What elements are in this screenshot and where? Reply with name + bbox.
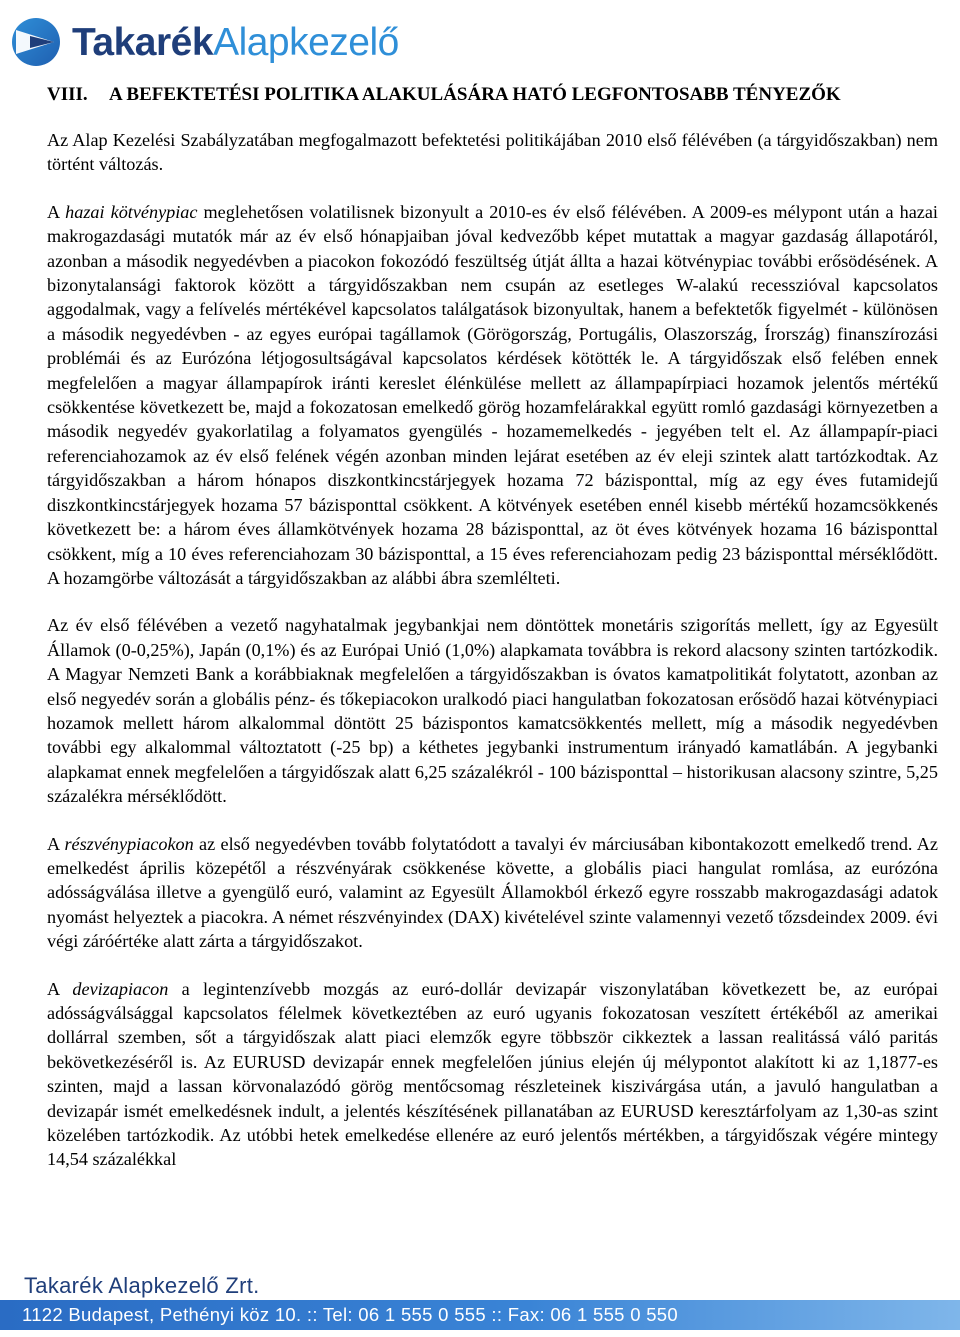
logo-wordmark xyxy=(72,20,399,64)
paragraph-1: Az Alap Kezelési Szabályzatában megfogalmazott befektetési politikájában 2010 első félévében (a tárgyidőszakban) nem történt változás. xyxy=(47,130,938,175)
footer-contact-bar xyxy=(0,1300,960,1330)
term-devizapiacon: devizapiacon xyxy=(72,978,169,999)
paragraph-2-pre: A xyxy=(47,201,66,222)
footer-company-name: Takarék Alapkezelő Zrt. xyxy=(24,1273,260,1298)
footer-contact-text: 1122 Budapest, Pethényi köz 10. :: Tel: 06 1 555 0 555 :: Fax: 06 1 555 0 550 xyxy=(22,1304,678,1325)
paragraph-2-body: meglehetősen volatilisnek bizonyult a 2010-es év első félévében. A 2009-es mélypont után a hazai makrogazdasági mutatók már az év első hónapjaiban jóval kedvezőbb képet mutattak a magyar gazdaság állapotáról, azonban a második negyedévben a piacokon fokozódó feszültség útját állta a hazai kötvénypiac további erősödésének. A bizonytalansági faktorok között a tárgyidőszakban nem csupán az esetleges W-alakú recesszióval kapcsolatos aggodalmak, vagy a felívelés mértékével kapcsolatos találgatások bizonyultak, hanem a befektetők figyelmét - különösen a második negyedévben - az egyes európai tagállamok (Görögország, Portugális, Olaszország, Írország) finanszírozási problémái és az Eurózóna létjogosultságával kapcsolatos kérdések kötötték le. A tárgyidőszak első felében ennek megfelelően a magyar állampapírok iránti kereslet élénkülése mellett az állampapírpiaci hozamok jelentős mértékű csökkentése következett be, majd a fokozatosan emelkedő görög hozamfelárakkal együtt romló gazdasági környezetben a második negyedév gyakorlatilag a folyamatos gyengülés - hozamemelkedés - jegyében telt el. Az állampapír-piaci referenciahozamok az év első felének végén azonban minden lejárat esetében az év eleji szintek alatt tartózkodtak. Az tárgyidőszakban a három hónapos diszkontkincstárjegyek hozama 72 bázisponttal, míg az egy éves futamidejű diszkontkincstárjegyek hozama 57 bázisponttal csökkent. A kötvények esetében ennél kisebb mértékű hozamcsökkenés következett be: a három éves államkötvények hozama 28 bázisponttal, az öt éves kötvények hozama 16 bázisponttal csökkent, míg a 10 éves referenciahozam 30 bázisponttal, a 15 éves referenciahozam pedig 23 bázisponttal mérséklődött. A hozamgörbe változását a tárgyidőszakban az alábbi ábra szemlélteti. xyxy=(47,201,938,588)
paragraph-2 xyxy=(47,200,938,591)
paragraph-5-pre: A xyxy=(47,978,73,999)
header-logo xyxy=(8,14,399,70)
paragraph-5-body: a legintenzívebb mozgás az euró-dollár devizapár viszonylatában következett be, az európai adósságválsággal kapcsolatos félelmek következtében az euró ugyanis fokozatosan veszített értékéből az amerikai dollárral szemben, sőt a tárgyidőszak alatt piaci elemzők egyre többször cikkeztek a lassan realitássá váló paritás bekövetkezéséről is. Az EURUSD devizapár ennek megfelelően június elején új mélypontot alakított ki az 1,1877-es szinten, majd a lassan körvonalazódó görög mentőcsomag részleteinek kiszivárgása után, a javuló hangulatban a devizapár ismét emelkedésnek indult, a jelentés készítésének pillanatában az EURUSD keresztárfolyam az 1,30-as szint közelében tartózkodik. Az utóbbi hetek emelkedése ellenére az euró jelentős mértékben, a tárgyidőszak végére mintegy 14,54 százalékkal xyxy=(47,978,938,1170)
paragraph-4-pre: A xyxy=(47,833,65,854)
section-number: VIII. xyxy=(47,84,88,105)
paragraph-5 xyxy=(47,977,938,1172)
logo-text-part2: Alapkezelő xyxy=(213,20,399,64)
logo-icon xyxy=(8,16,66,68)
term-hazai-kotvenypiac: hazai kötvénypiac xyxy=(65,201,198,222)
paragraph-4 xyxy=(47,832,938,954)
section-title: A BEFEKTETÉSI POLITIKA ALAKULÁSÁRA HATÓ LEGFONTOSABB TÉNYEZŐK xyxy=(109,84,841,105)
section-heading xyxy=(47,84,938,106)
term-reszvenypiacokon: részvénypiacokon xyxy=(64,833,194,854)
paragraph-3: Az év első félévében a vezető nagyhatalmak jegybankjai nem döntöttek monetáris szigorítás mellett, így az Egyesült Államok (0-0,25%), Japán (0,1%) és az Európai Unió (1,0%) alapkamata továbbra is rekord alacsony szinten tartózkodik. A Magyar Nemzeti Bank a korábbiaknak megfelelően a tárgyidőszakban is óvatos kamatpolitikát folytatott, azonban az első negyedév során a globális pénz- és tőkepiacokon uralkodó piaci hangulatban fokozatosan erősödő hazai kötvénypiaci hozamok mellett három alkalommal döntött 25 bázispontos kamatcsökkentés mellett, míg a második negyedévben további egy alkalommal változtatott (-25 bp) a kéthetes jegybanki instrumentum irányadó kamatlábán. A jegybanki alapkamat ennek megfelelően a tárgyidőszak alatt 6,25 százalékról - 100 bázisponttal – historikusan alacsony szintre, 5,25 százalékra mérséklődött. xyxy=(47,615,938,807)
logo-text-part1: Takarék xyxy=(72,20,214,64)
document-body xyxy=(47,84,938,1195)
paragraph-4-body: az első negyedévben tovább folytatódott a tavalyi év márciusában kibontakozott emelkedő trend. Az emelkedést április közepétől a részvényárak csökkenése követte, a globális piaci hangulat romlása, az eurózóna adósságválása illetve a gyengülő euró, valamint az Egyesült Államokból érkező egyre rosszabb makrogazdasági adatok nyomást helyeztek a piacokra. A német részvényindex (DAX) kivételével szinte valamennyi vezető tőzsdeindex 2009. évi végi záróértéke alatt zárta a tárgyidőszakot. xyxy=(47,833,938,952)
